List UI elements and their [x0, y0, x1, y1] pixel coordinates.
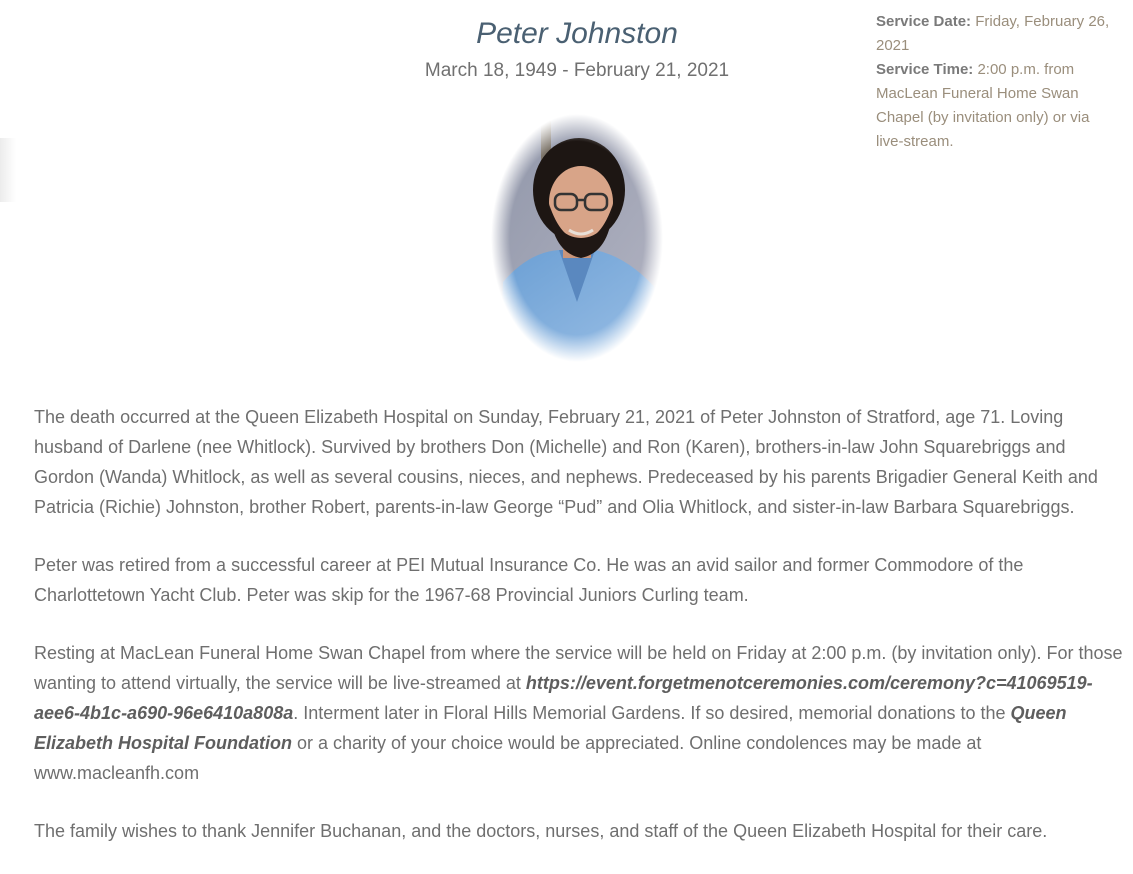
livestream-link[interactable]: https://event.forgetmenotceremonies.com/ceremony?c=41069519-aee6-4b1c-a690-96e6410a808a	[34, 673, 1093, 723]
service-details-text-2: . Interment later in Floral Hills Memorial Gardens. If so desired, memorial donations to the	[293, 703, 1011, 723]
portrait-photo	[489, 112, 665, 364]
service-info	[876, 10, 1116, 154]
body-paragraph-service-details	[34, 638, 1124, 788]
service-time-label: Service Time:	[876, 61, 974, 78]
service-details-text-3: or a charity of your choice would be appreciated. Online condolences may be made at www.macleanfh.com	[34, 733, 982, 783]
body-paragraph-death-notice: The death occurred at the Queen Elizabeth Hospital on Sunday, February 21, 2021 of Peter Johnston of Stratford, age 71. Loving husband of Darlene (nee Whitlock). Survived by brothers Don (Michelle) and Ron (Karen), brothers-in-law John Squarebriggs and Gordon (Wanda) Whitlock, as well as several cousins, nieces, and nephews. Predeceased by his parents Brigadier General Keith and Patricia (Richie) Johnston, brother Robert, parents-in-law George “Pud” and Olia Whitlock, and sister-in-law Barbara Squarebriggs.	[34, 407, 1098, 517]
service-time	[876, 58, 1116, 154]
service-date	[876, 10, 1116, 58]
body-paragraph-thanks: The family wishes to thank Jennifer Buchanan, and the doctors, nurses, and staff of the Queen Elizabeth Hospital for their care.	[34, 821, 1048, 841]
obituary-body	[34, 402, 1124, 874]
page-edge-decoration	[0, 138, 16, 202]
service-date-label: Service Date:	[876, 13, 972, 30]
service-date-value: Friday, February 26, 2021	[876, 13, 1110, 54]
deceased-name: Peter Johnston	[476, 17, 678, 50]
foundation-name: Queen Elizabeth Hospital Foundation	[34, 703, 1067, 753]
body-paragraph-career: Peter was retired from a successful career at PEI Mutual Insurance Co. He was an avid sailor and former Commodore of the Charlottetown Yacht Club. Peter was skip for the 1967-68 Provincial Juniors Curling team.	[34, 555, 1024, 605]
portrait-image	[489, 112, 665, 364]
service-time-value: 2:00 p.m. from MacLean Funeral Home Swan Chapel (by invitation only) or via live-stream.	[876, 61, 1090, 150]
service-details-text: Resting at MacLean Funeral Home Swan Chapel from where the service will be held on Friday at 2:00 p.m. (by invitation only). For those wanting to attend virtually, the service will be live-streamed at	[34, 643, 1123, 693]
obituary-header	[380, 14, 774, 84]
life-dates: March 18, 1949 - February 21, 2021	[424, 60, 730, 81]
